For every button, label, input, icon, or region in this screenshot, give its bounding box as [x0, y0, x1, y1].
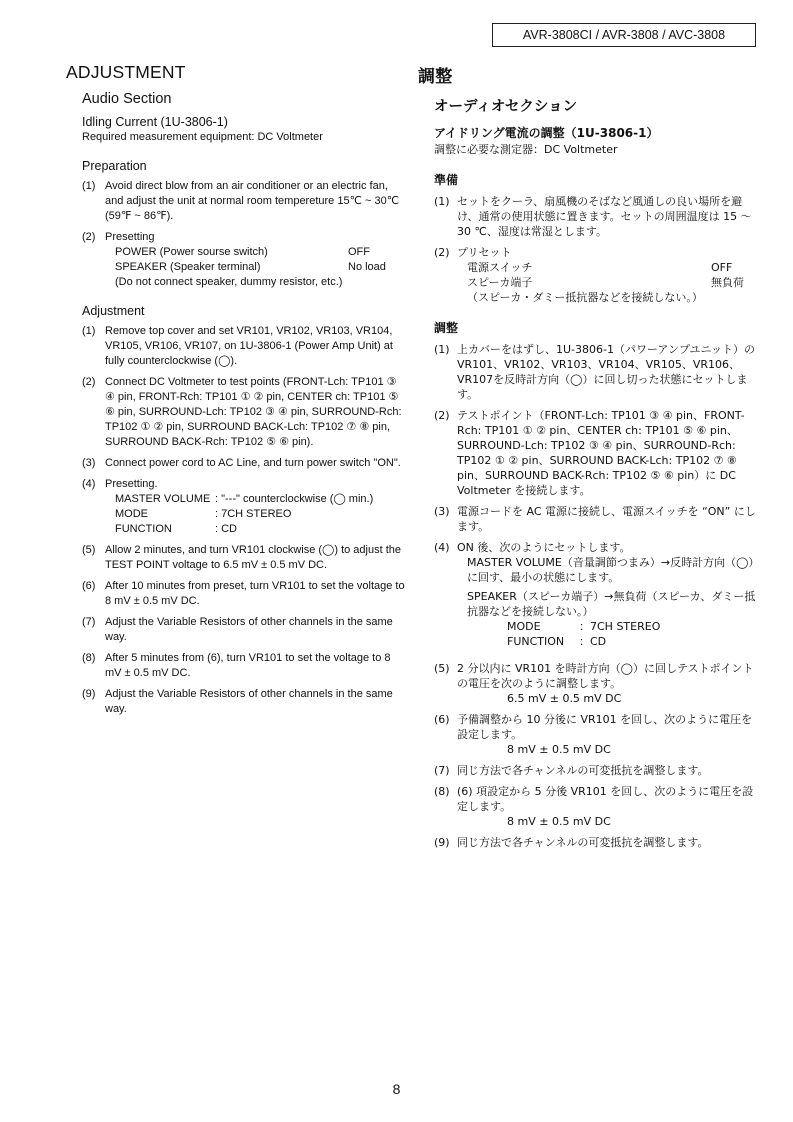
preset-row-speaker-jp: スピーカ端子 無負荷	[467, 276, 744, 289]
value-line: 8 mV ± 0.5 mV DC	[507, 743, 611, 756]
subsection-title: Idling Current (1U-3806-1)	[82, 115, 228, 129]
list-item: (9) 同じ方法で各チャンネルの可変抵抗を調整します。	[434, 836, 709, 849]
list-item: (2) テストポイント（FRONT-Lch: TP101 ③ ④ pin、FRONT-Rch: TP101 ① ② pin、CENTER ch: TP101 ⑤ ⑥ pin、SURROUND-Lch: TP102 ③ ④ pin、SURROUND-Rch: TP102 ① ② pin、SURROUND BACK-Lch: TP102 ⑦ ⑧ pin、SURROUND BACK-Rch: TP102 ⑤ ⑥ pin）に DC Voltmeter を接続します。	[434, 409, 745, 497]
list-item: (5) 2 分以内に VR101 を時計方向（◯）に回しテストポイントの電圧を次のように調整します。 6.5 mV ± 0.5 mV DC	[434, 661, 763, 706]
list-item: (9) Adjust the Variable Resistors of other channels in the same way.	[82, 688, 393, 715]
list-item: (7) Adjust the Variable Resistors of other channels in the same way.	[82, 616, 393, 643]
equipment-note-jp: 調整に必要な測定器：DC Voltmeter	[434, 143, 618, 156]
english-column	[66, 62, 406, 717]
list-item: (7) 同じ方法で各チャンネルの可変抵抗を調整します。	[434, 764, 709, 777]
list-item: (1) Remove top cover and set VR101, VR102, VR103, VR104, VR105, VR106, VR107, on 1U-3806-1 (Power Amp Unit) at fully counterclockwise (◯).	[82, 325, 393, 367]
preset-row-master-volume: MASTER VOLUME : "---" counterclockwise (◯ min.)	[115, 493, 374, 505]
preset-row-function-jp: FUNCTION ：CD	[507, 635, 607, 648]
preset-row-speaker: SPEAKER (Speaker terminal) No load	[115, 261, 386, 273]
page-number: 8	[392, 1081, 401, 1097]
preset-note: (Do not connect speaker, dummy resistor, etc.)	[115, 276, 343, 288]
list-item: (1) セットをクーラ、扇風機のそばなど風通しの良い場所を避け、通常の使用状態に置きます。セットの周囲温度は 15 ～ 30 ℃、湿度は常湿とします。	[434, 195, 752, 238]
list-item: (3) Connect power cord to AC Line, and turn power switch "ON".	[82, 457, 401, 469]
preset-row-mode: MODE : 7CH STEREO	[115, 508, 292, 520]
list-item: (6) 予備調整から 10 分後に VR101 を回し、次のように電圧を設定します。 8 mV ± 0.5 mV DC	[434, 712, 763, 757]
list-item: (3) 電源コードを AC 電源に接続し、電源スイッチを “ON” にします。	[434, 505, 756, 533]
preset-row-function: FUNCTION : CD	[115, 523, 237, 535]
preparation-title-jp: 準備	[434, 173, 459, 187]
preset-row-power-jp: 電源スイッチ OFF	[467, 261, 733, 274]
equipment-note: Required measurement equipment: DC Voltmeter	[82, 131, 323, 143]
page-title-jp: 調整	[418, 67, 453, 87]
adjustment-title: Adjustment	[82, 304, 145, 318]
value-line: 8 mV ± 0.5 mV DC	[507, 815, 611, 828]
preset-speaker-jp: SPEAKER（スピーカ端子）→無負荷（スピーカ、ダミー抵抗器などを接続しない。）	[467, 590, 756, 618]
page-title: ADJUSTMENT	[66, 62, 186, 82]
list-item: (2) プリセット 電源スイッチ OFF スピーカ端子 無負荷 （スピーカ・ダミー抵抗器などを接続しない。）	[434, 245, 763, 305]
model-header: AVR-3808CI / AVR-3808 / AVC-3808	[492, 23, 756, 47]
list-item: (8) (6) 項設定から 5 分後 VR101 を回し、次のように電圧を設定します。 8 mV ± 0.5 mV DC	[434, 784, 763, 829]
preset-master-volume-jp: MASTER VOLUME（音量調節つまみ）→反時計方向（◯）に回す、最小の状態にします。	[467, 556, 760, 584]
list-item: (1) Avoid direct blow from an air conditioner or an electric fan, and adjust the unit at normal room tempereture 15℃ ~ 30℃ (59℉ ~ 86℉).	[82, 180, 400, 222]
section-title-jp: オーディオセクション	[434, 99, 578, 115]
list-item: (5) Allow 2 minutes, and turn VR101 clockwise (◯) to adjust the TEST POINT voltage to 6.5 mV ± 0.5 mV DC.	[82, 544, 402, 571]
subsection-title-jp: アイドリング電流の調整（1U-3806-1）	[434, 126, 659, 140]
preset-note-jp: （スピーカ・ダミー抵抗器などを接続しない。）	[467, 291, 703, 304]
preset-row-power: POWER (Power sourse switch) OFF	[115, 246, 370, 258]
preset-row-mode-jp: MODE ：7CH STEREO	[507, 620, 661, 633]
list-item: (8) After 5 minutes from (6), turn VR101 to set the voltage to 8 mV ± 0.5 mV DC.	[82, 652, 391, 679]
section-title: Audio Section	[82, 91, 172, 107]
list-item: (4) Presetting. MASTER VOLUME : "---" counterclockwise (◯ min.) MODE : 7CH STEREO FUNCTION : CD	[82, 477, 406, 537]
adjustment-section	[66, 304, 406, 717]
preparation-section	[66, 159, 406, 290]
preparation-section-jp	[418, 171, 763, 305]
adjustment-title-jp: 調整	[434, 321, 459, 335]
list-item: (6) After 10 minutes from preset, turn VR101 to set the voltage to 8 mV ± 0.5 mV DC.	[82, 580, 405, 607]
list-item: (4) ON 後、次のようにセットします。 MASTER VOLUME（音量調節つまみ）→反時計方向（◯）に回す、最小の状態にします。 SPEAKER（スピーカ端子）→無負荷（スピーカ、ダミー抵抗器などを接続しない。） MODE ：7CH STEREO FUNCTION ：CD	[434, 540, 763, 649]
list-item: (2) Presetting POWER (Power sourse switch) OFF SPEAKER (Speaker terminal) No load (Do not connect speaker, dummy resistor, etc.)	[82, 230, 406, 290]
list-item: (1) 上カバーをはずし、1U-3806-1（パワーアンプユニット）のVR101、VR102、VR103、VR104、VR105、VR106、VR107を反時計方向（◯）に回し切った状態にセットします。	[434, 343, 755, 401]
adjustment-section-jp	[418, 319, 763, 850]
list-item: (2) Connect DC Voltmeter to test points (FRONT-Lch: TP101 ③ ④ pin, FRONT-Rch: TP101 ① ② pin, CENTER ch: TP101 ⑤ ⑥ pin, SURROUND-Lch: TP102 ③ ④ pin, SURROUND-Rch: TP102 ① ② pin, SURROUND BACK-Lch: TP102 ⑦ ⑧ pin, SURROUND BACK-Rch: TP102 ⑤ ⑥ pin).	[82, 376, 402, 448]
japanese-column	[418, 62, 763, 850]
preparation-title: Preparation	[82, 159, 147, 173]
value-line: 6.5 mV ± 0.5 mV DC	[507, 692, 622, 705]
